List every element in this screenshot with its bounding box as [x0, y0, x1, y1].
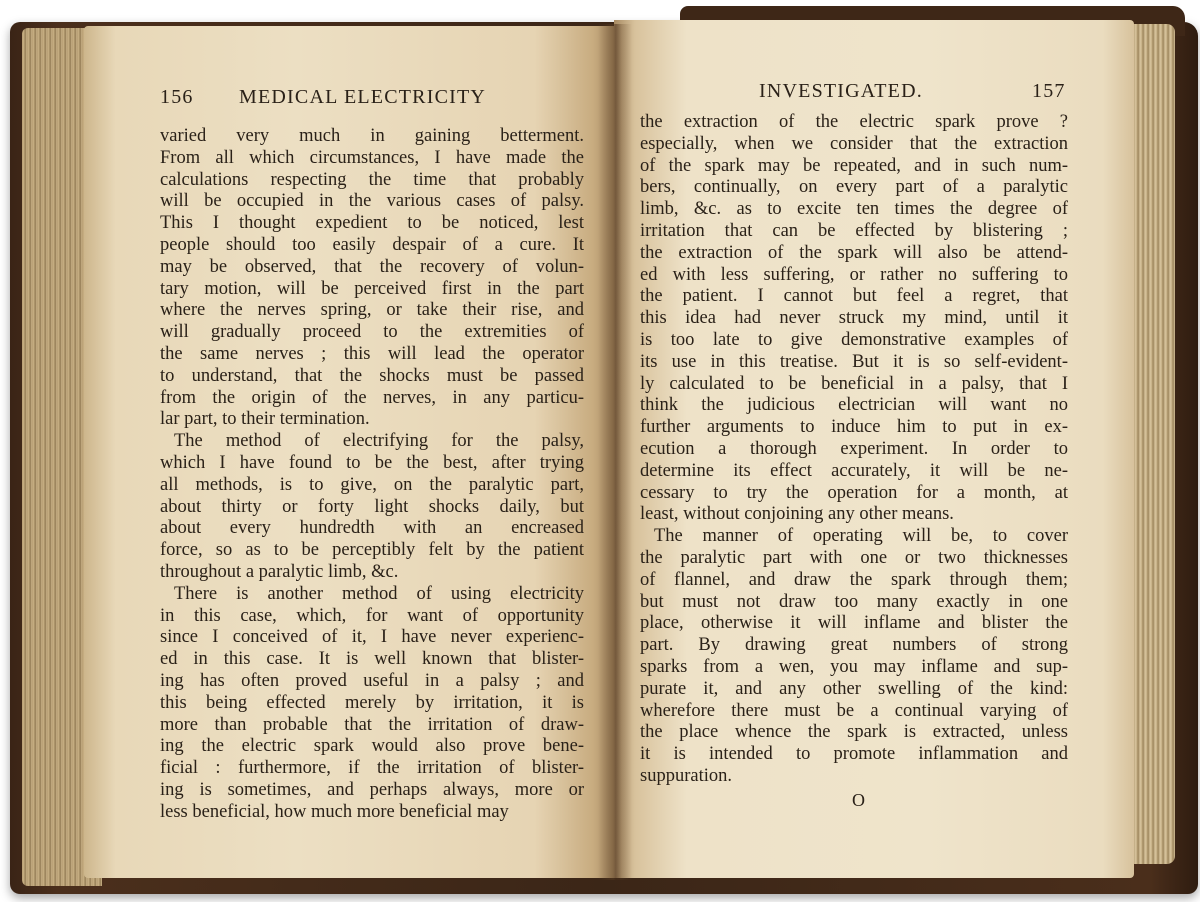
- left-page-body: [160, 126, 584, 824]
- signature-mark: O: [852, 790, 865, 810]
- text-line: less beneficial, how much more beneficial may: [160, 801, 509, 822]
- text-line: purate it, and any other swelling of the kind:: [640, 678, 1068, 699]
- text-line: determine its effect accurately, it will be ne-: [640, 460, 1068, 481]
- page-number-left: 156: [160, 86, 194, 108]
- text-line: from the origin of the nerves, in any particu-: [160, 387, 584, 408]
- text-line: ly calculated to be beneficial in a palsy, that I: [640, 373, 1068, 394]
- text-line: but must not draw too many exactly in one: [640, 591, 1068, 612]
- text-line: suppuration.: [640, 765, 732, 786]
- text-line: ing has often proved useful in a palsy ; and: [160, 670, 584, 691]
- text-line: sparks from a wen, you may inflame and sup-: [640, 656, 1068, 677]
- text-line: ing is sometimes, and perhaps always, more or: [160, 779, 584, 800]
- text-line: ed with less suffering, or rather no suffering to: [640, 264, 1068, 285]
- text-line: it is intended to promote inflammation and: [640, 744, 1068, 765]
- text-line: part. By drawing great numbers of strong: [640, 635, 1068, 656]
- text-line: From all which circumstances, I have made the: [160, 147, 584, 168]
- text-line: of the spark may be repeated, and in such num-: [640, 155, 1068, 176]
- text-line: will gradually proceed to the extremities of: [160, 322, 584, 343]
- text-line: especially, when we consider that the extraction: [640, 133, 1068, 154]
- right-page: [614, 20, 1134, 878]
- text-line: ficial : furthermore, if the irritation of blister-: [160, 758, 584, 779]
- left-page: [84, 26, 614, 878]
- text-line: will be occupied in the various cases of palsy.: [160, 191, 584, 212]
- text-line: to understand, that the shocks must be passed: [160, 365, 584, 386]
- text-line: the extraction of the electric spark prove ?: [640, 112, 1068, 132]
- text-line: since I conceived of it, I have never experienc-: [160, 627, 584, 648]
- text-line: which I have found to be the best, after trying: [160, 452, 584, 473]
- text-line: ecution a thorough experiment. In order to: [640, 438, 1068, 459]
- running-head-left: MEDICAL ELECTRICITY: [239, 86, 487, 108]
- text-line: further arguments to induce him to put in ex-: [640, 417, 1068, 438]
- text-line: the same nerves ; this will lead the operator: [160, 343, 584, 364]
- text-line: all methods, is to give, on the paralytic part,: [160, 474, 584, 495]
- text-line: force, so as to be perceptibly felt by the patient: [160, 540, 584, 561]
- text-line: calculations respecting the time that probably: [160, 169, 584, 190]
- text-line: the place whence the spark is extracted, unless: [640, 722, 1068, 743]
- right-page-body: [640, 112, 1068, 788]
- text-line: There is another method of using electricity: [174, 583, 584, 604]
- text-line: this idea had never struck my mind, until it: [640, 308, 1068, 329]
- text-line: think the judicious electrician will want no: [640, 395, 1068, 416]
- text-line: the extraction of the spark will also be attend-: [640, 242, 1068, 263]
- page-number-right: 157: [1032, 80, 1066, 102]
- text-line: This I thought expedient to be noticed, lest: [160, 213, 584, 234]
- text-line: irritation that can be effected by blistering ;: [640, 220, 1068, 241]
- text-line: is too late to give demonstrative examples of: [640, 329, 1068, 350]
- text-line: ing the electric spark would also prove bene-: [160, 736, 584, 757]
- text-line: The manner of operating will be, to cover: [654, 526, 1068, 547]
- text-line: place, otherwise it will inflame and blister the: [640, 613, 1068, 634]
- text-line: ed in this case. It is well known that blister-: [160, 649, 584, 670]
- text-line: the patient. I cannot but feel a regret, that: [640, 286, 1068, 307]
- text-line: least, without conjoining any other means.: [640, 504, 954, 525]
- text-line: more than probable that the irritation of draw-: [160, 714, 584, 735]
- text-line: in this case, which, for want of opportunity: [160, 605, 584, 626]
- text-line: its use in this treatise. But it is so self-evident-: [640, 351, 1068, 372]
- text-line: the paralytic part with one or two thicknesses: [640, 547, 1068, 568]
- text-line: lar part, to their termination.: [160, 409, 370, 430]
- text-line: this being effected merely by irritation, it is: [160, 692, 584, 713]
- text-line: The method of electrifying for the palsy,: [174, 431, 584, 452]
- text-line: varied very much in gaining betterment.: [160, 126, 584, 146]
- text-line: limb, &c. as to excite ten times the degree of: [640, 199, 1068, 220]
- text-line: people should too easily despair of a cure. It: [160, 234, 584, 255]
- text-line: about thirty or forty light shocks daily, but: [160, 496, 584, 517]
- text-line: throughout a paralytic limb, &c.: [160, 561, 399, 582]
- running-head-right: INVESTIGATED.: [759, 80, 923, 102]
- text-line: cessary to try the operation for a month, at: [640, 482, 1068, 503]
- text-line: bers, continually, on every part of a paralytic: [640, 177, 1068, 198]
- text-line: wherefore there must be a continual varying of: [640, 700, 1068, 721]
- text-line: of flannel, and draw the spark through them;: [640, 569, 1068, 590]
- book-gutter: [598, 24, 632, 880]
- text-line: where the nerves spring, or take their rise, and: [160, 300, 584, 321]
- text-line: about every hundredth with an encreased: [160, 518, 584, 539]
- text-line: may be observed, that the recovery of volun-: [160, 256, 584, 277]
- text-line: tary motion, will be perceived first in the part: [160, 278, 584, 299]
